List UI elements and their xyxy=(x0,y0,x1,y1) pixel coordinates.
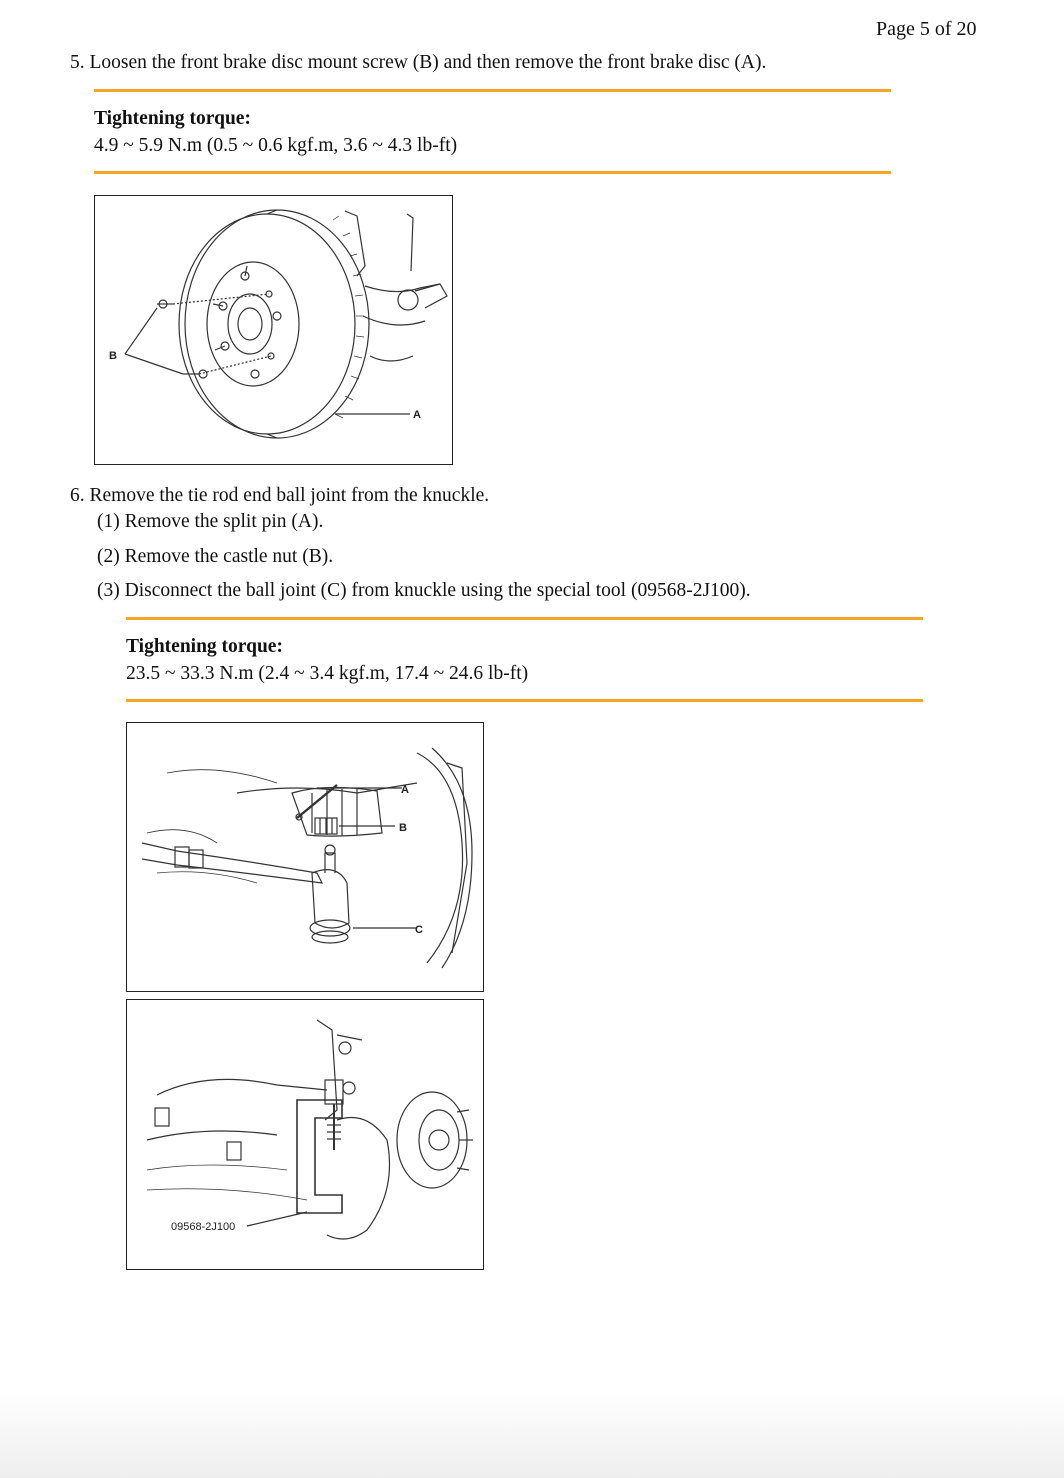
figure-label-a-2: A xyxy=(401,784,409,796)
special-tool-figure xyxy=(126,999,484,1270)
special-tool-illustration xyxy=(127,1000,485,1271)
tie-rod-illustration xyxy=(127,723,485,993)
torque-rule-bottom xyxy=(94,171,891,174)
step-5-text: 5. Loosen the front brake disc mount screw (B) and then remove the front brake disc (A). xyxy=(70,52,767,73)
torque-value: 4.9 ~ 5.9 N.m (0.5 ~ 0.6 kgf.m, 3.6 ~ 4.3 lb-ft) xyxy=(94,135,458,156)
substep-3: (3) Disconnect the ball joint (C) from knuckle using the special tool (09568-2J100). xyxy=(97,580,751,601)
step-6-text: 6. Remove the tie rod end ball joint from the knuckle. xyxy=(70,485,490,506)
page-number: Page 5 of 20 xyxy=(876,18,977,40)
torque-rule-top-2 xyxy=(126,617,923,620)
substep-2: (2) Remove the castle nut (B). xyxy=(97,546,334,567)
substep-1: (1) Remove the split pin (A). xyxy=(97,511,324,532)
figure-label-b-2: B xyxy=(399,822,407,834)
torque-value-2: 23.5 ~ 33.3 N.m (2.4 ~ 3.4 kgf.m, 17.4 ~ 24.6 lb-ft) xyxy=(126,663,529,684)
page-bottom-shadow xyxy=(0,1390,1064,1478)
tie-rod-figure xyxy=(126,722,484,992)
torque-title-2: Tightening torque: xyxy=(126,636,283,657)
figure-label-c: C xyxy=(415,924,423,936)
figure-label-a: A xyxy=(413,409,421,421)
figure-label-b: B xyxy=(109,350,117,362)
torque-rule-top xyxy=(94,89,891,92)
tool-part-number-label: 09568-2J100 xyxy=(171,1221,236,1233)
torque-rule-bottom-2 xyxy=(126,699,923,702)
torque-title: Tightening torque: xyxy=(94,108,251,129)
brake-disc-figure xyxy=(94,195,453,465)
brake-disc-illustration xyxy=(95,196,454,466)
